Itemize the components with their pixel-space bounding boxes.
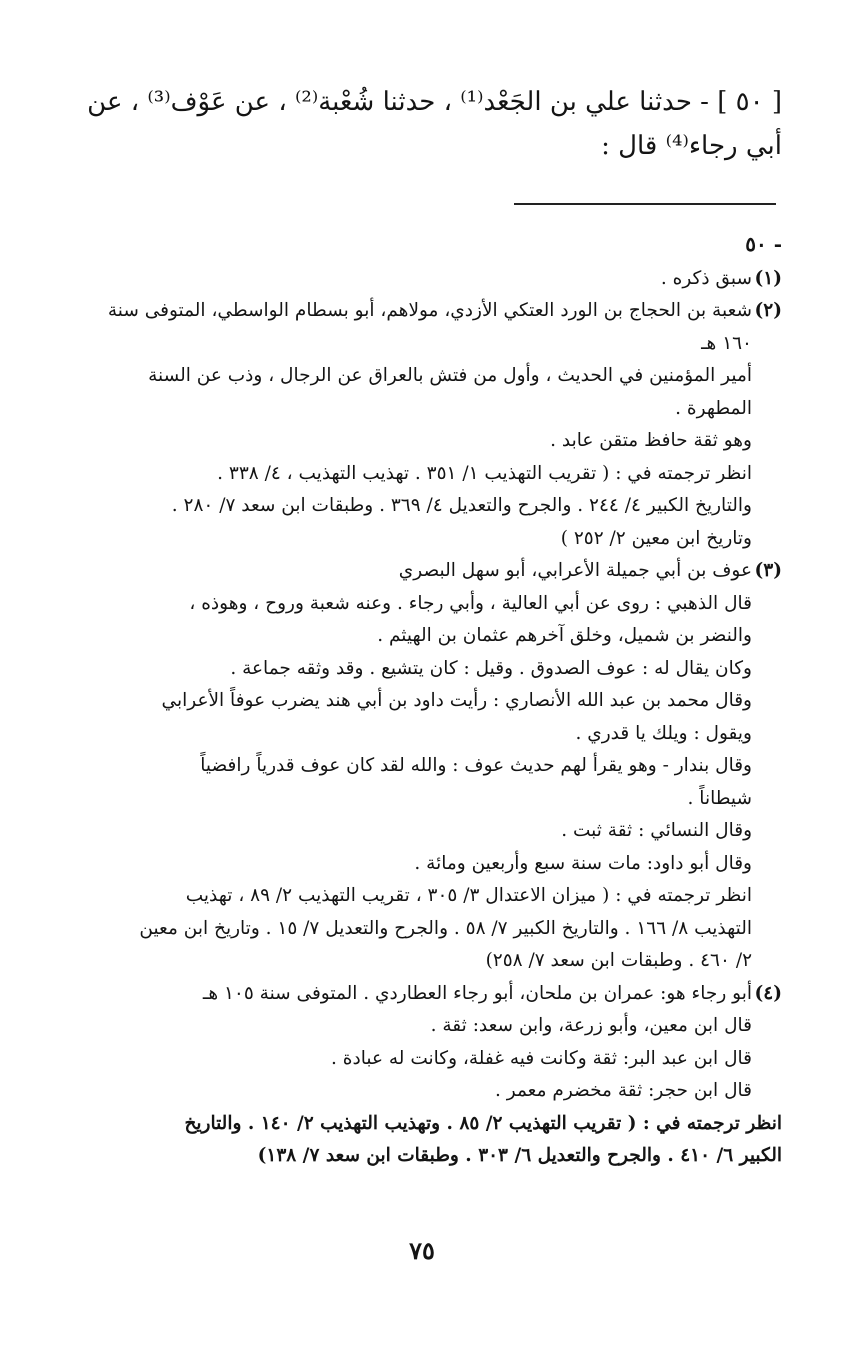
footnote-2 bbox=[78, 295, 782, 360]
hadith-line: [ ٥٠ ] - حدثنا علي بن الجَعْد⁽¹⁾ ، حدثنا شُعْبة⁽²⁾ ، عن عَوْف⁽³⁾ ، عن bbox=[87, 87, 782, 117]
footnote-line: أبو رجاء هو: عمران بن ملحان، أبو رجاء العطاردي . المتوفى سنة ١٠٥ هـ bbox=[202, 982, 752, 1004]
footnote-line: الكبير ٦/ ٤١٠ . والجرح والتعديل ٦/ ٣٠٣ . وطبقات ابن سعد ٧/ ١٣٨) bbox=[257, 1145, 782, 1166]
footnote-line: ٢/ ٤٦٠ . وطبقات ابن سعد ٧/ ٢٥٨) bbox=[485, 950, 752, 971]
footnote-line: والتاريخ الكبير ٤/ ٢٤٤ . والجرح والتعديل ٤/ ٣٦٩ . وطبقات ابن سعد ٧/ ٢٨٠ . bbox=[171, 495, 752, 516]
footnote-line: سبق ذكره . bbox=[660, 267, 752, 289]
hadith-line: أبي رجاء⁽⁴⁾ قال : bbox=[601, 131, 782, 161]
footnote-marker: (٣) bbox=[754, 560, 782, 581]
footnote-line: المطهرة . bbox=[675, 397, 752, 419]
footnote-line: قال ابن عبد البر: ثقة وكانت فيه غفلة، وكانت له عبادة . bbox=[331, 1047, 752, 1069]
footnote-marker: (٢) bbox=[754, 300, 782, 321]
footnote-line: وتاريخ ابن معين ٢/ ٢٥٢ ) bbox=[560, 527, 752, 549]
footnote-3 bbox=[78, 555, 782, 588]
footnote-line: أمير المؤمنين في الحديث ، وأول من فتش بالعراق عن الرجال ، وذب عن السنة bbox=[148, 365, 752, 386]
footnote-4-details bbox=[78, 1010, 782, 1108]
footnote-line: قال ابن معين، وأبو زرعة، وابن سعد: ثقة . bbox=[430, 1015, 752, 1036]
footnote-line: ويقول : ويلك يا قدري . bbox=[575, 722, 752, 744]
footnote-line: انظر ترجمته في : ( تقريب التهذيب ٢/ ٨٥ . وتهذيب التهذيب ٢/ ١٤٠ . والتاريخ bbox=[184, 1112, 782, 1134]
page-number: ٧٥ bbox=[409, 1236, 435, 1265]
footnote-line: شيطاناً . bbox=[687, 787, 752, 809]
footnote-1 bbox=[78, 263, 782, 296]
footnote-line: التهذيب ٨/ ١٦٦ . والتاريخ الكبير ٧/ ٥٨ . والجرح والتعديل ٧/ ١٥ . وتاريخ ابن معين bbox=[139, 917, 752, 939]
footnote-3-details bbox=[78, 588, 782, 978]
footnote-marker: (٤) bbox=[754, 982, 782, 1004]
footnote-4 bbox=[78, 978, 782, 1011]
footnote-line: وقال النسائي : ثقة ثبت . bbox=[561, 820, 752, 841]
footnote-line: انظر ترجمته في : ( ميزان الاعتدال ٣/ ٣٠٥ ، تقريب التهذيب ٢/ ٨٩ ، تهذيب bbox=[185, 885, 752, 906]
footnote-heading: - ٥٠ bbox=[745, 232, 782, 256]
footnote-line: شعبة بن الحجاج بن الورد العتكي الأزدي، مولاهم، أبو بسطام الواسطي، المتوفى سنة bbox=[107, 300, 752, 321]
hadith-text bbox=[75, 80, 782, 168]
footnote-line: انظر ترجمته في : ( تقريب التهذيب ١/ ٣٥١ . تهذيب التهذيب ، ٤/ ٣٣٨ . bbox=[217, 462, 752, 484]
footnote-line: وكان يقال له : عوف الصدوق . وقيل : كان يتشيع . وقد وثقه جماعة . bbox=[230, 657, 752, 679]
footnote-line: قال ابن حجر: ثقة مخضرم معمر . bbox=[495, 1080, 752, 1101]
footnote-line: ١٦٠ هـ bbox=[701, 332, 752, 354]
footnote-line: وقال محمد بن عبد الله الأنصاري : رأيت داود بن أبي هند يضرب عوفاً الأعرابي bbox=[161, 690, 752, 711]
footnote-2-details bbox=[78, 360, 782, 555]
footnote-line: عوف بن أبي جميلة الأعرابي، أبو سهل البصري bbox=[398, 560, 752, 581]
footnote-line: وقال بندار - وهو يقرأ لهم حديث عوف : والله لقد كان عوف قدرياً رافضياً bbox=[200, 755, 752, 776]
footnote-line: قال الذهبي : روى عن أبي العالية ، وأبي رجاء . وعنه شعبة وروح ، وهوذه ، bbox=[189, 592, 752, 614]
footnote-line: وهو ثقة حافظ متقن عابد . bbox=[550, 430, 752, 451]
footnote-separator bbox=[514, 203, 776, 205]
footnote-line: والنضر بن شميل، وخلق آخرهم عثمان بن الهيثم . bbox=[377, 625, 752, 646]
footnote-marker: (١) bbox=[754, 267, 782, 289]
footnote-4-references bbox=[78, 1108, 782, 1173]
footnote-line: وقال أبو داود: مات سنة سبع وأربعين ومائة . bbox=[414, 852, 752, 874]
footnotes bbox=[78, 228, 782, 1173]
